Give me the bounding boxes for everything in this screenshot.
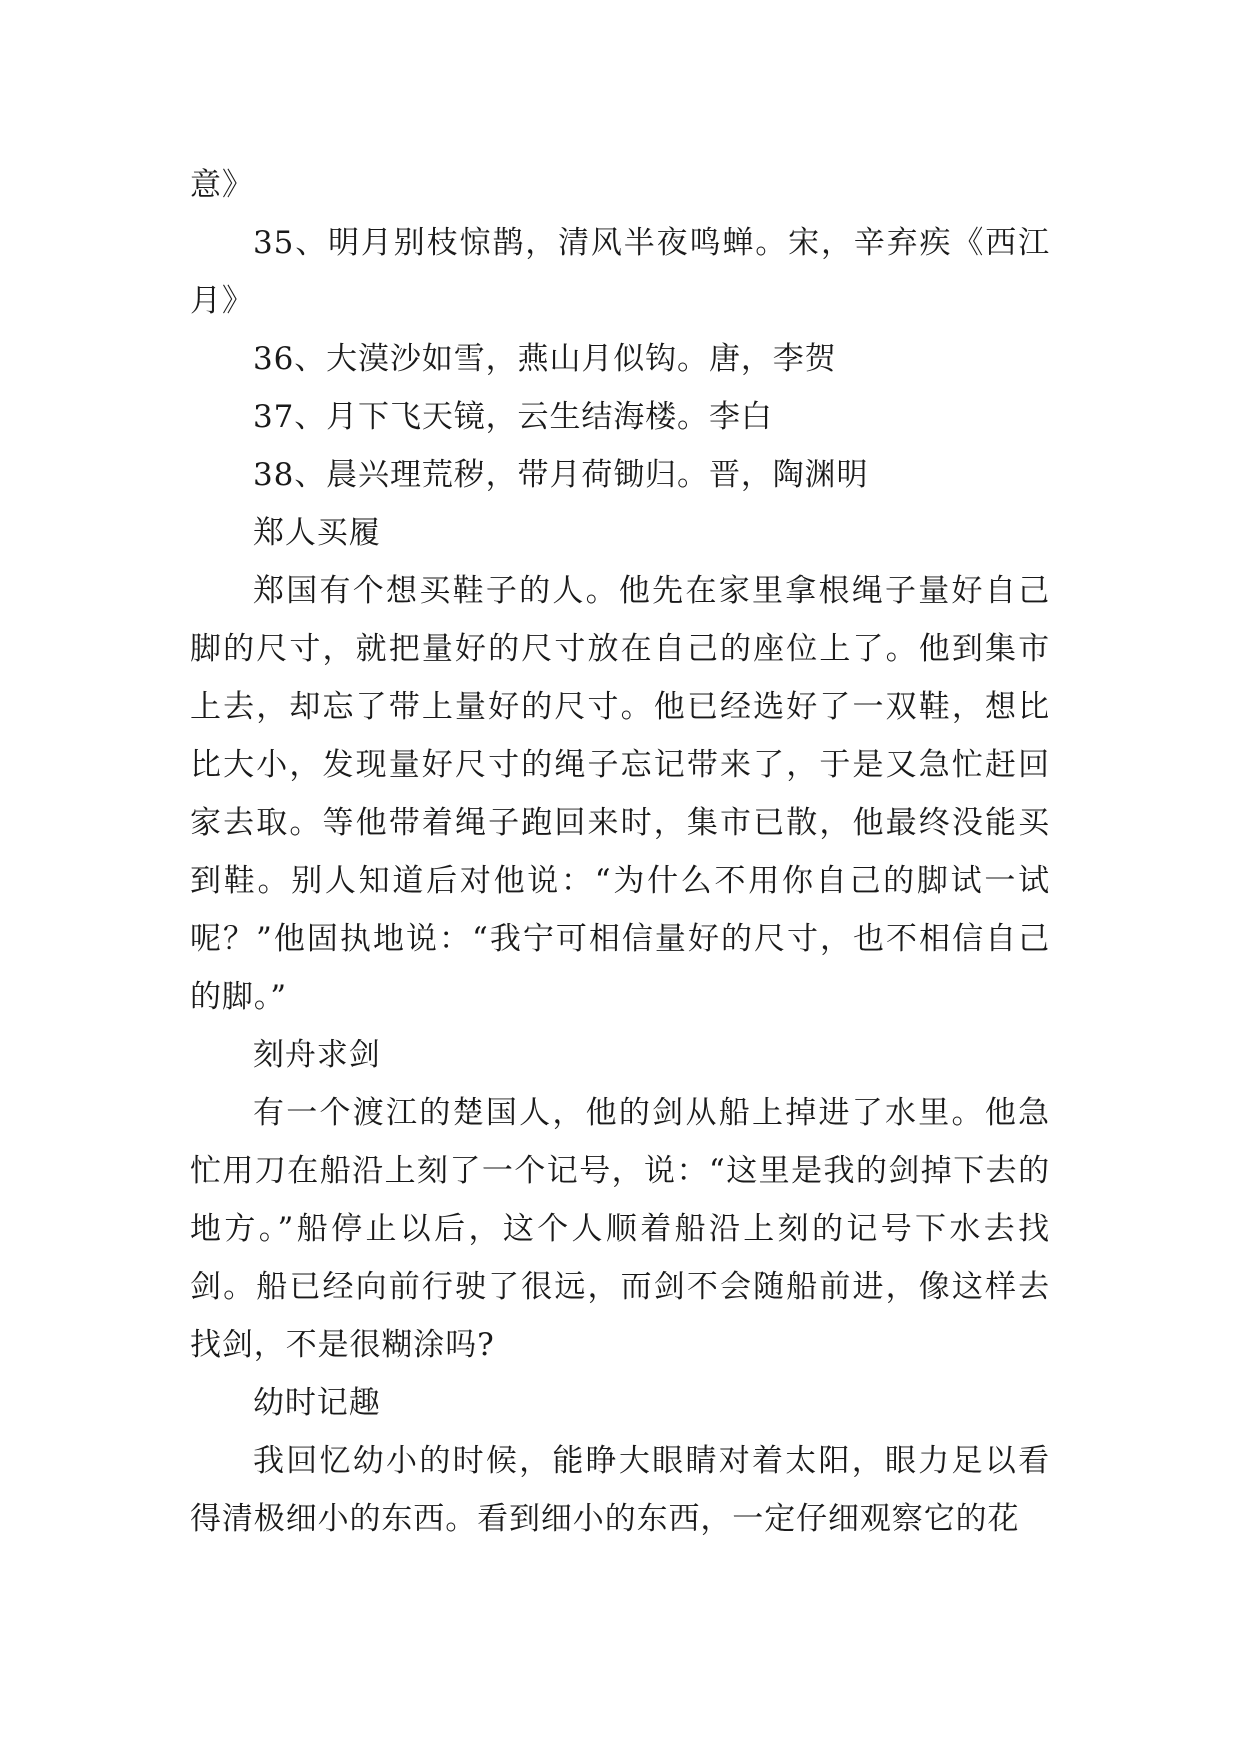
story-paragraph-zhengren-maili: 郑国有个想买鞋子的人。他先在家里拿根绳子量好自己脚的尺寸，就把量好的尺寸放在自己的座位上了。他到集市上去，却忘了带上量好的尺寸。他已经选好了一双鞋，想比比大小，发现量好尺寸的绳子忘记带来了，于是又急忙赶回家去取。等他带着绳子跑回来时，集市已散，他最终没能买到鞋。别人知道后对他说：“为什么不用你自己的脚试一试呢？”他固执地说：“我宁可相信量好的尺寸，也不相信自己的脚。” — [190, 573, 1050, 1015]
section-title-zhengren-maili: 郑人买履 — [253, 515, 381, 551]
section-title-youshi-jiqu: 幼时记趣 — [253, 1385, 381, 1421]
poem-line-36: 36、大漠沙如雪，燕山月似钩。唐，李贺 — [253, 341, 837, 377]
paragraph-fragment: 意》 — [190, 167, 254, 203]
story-paragraph-youshi-jiqu: 我回忆幼小的时候，能睁大眼睛对着太阳，眼力足以看得清极细小的东西。看到细小的东西，一定仔细观察它的花 — [190, 1443, 1050, 1537]
story-paragraph-kezhou-qiujian: 有一个渡江的楚国人，他的剑从船上掉进了水里。他急忙用刀在船沿上刻了一个记号，说：“这里是我的剑掉下去的地方。”船停止以后，这个人顺着船沿上刻的记号下水去找剑。船已经向前行驶了很远，而剑不会随船前进，像这样去找剑，不是很糊涂吗? — [190, 1095, 1050, 1363]
poem-line-37: 37、月下飞天镜，云生结海楼。李白 — [253, 399, 773, 435]
document-body — [190, 156, 1050, 1548]
poem-line-38: 38、晨兴理荒秽，带月荷锄归。晋，陶渊明 — [253, 457, 869, 493]
poem-line-35: 35、明月别枝惊鹊，清风半夜鸣蝉。宋，辛弃疾《西江月》 — [190, 225, 1050, 319]
section-title-kezhou-qiujian: 刻舟求剑 — [253, 1037, 381, 1073]
